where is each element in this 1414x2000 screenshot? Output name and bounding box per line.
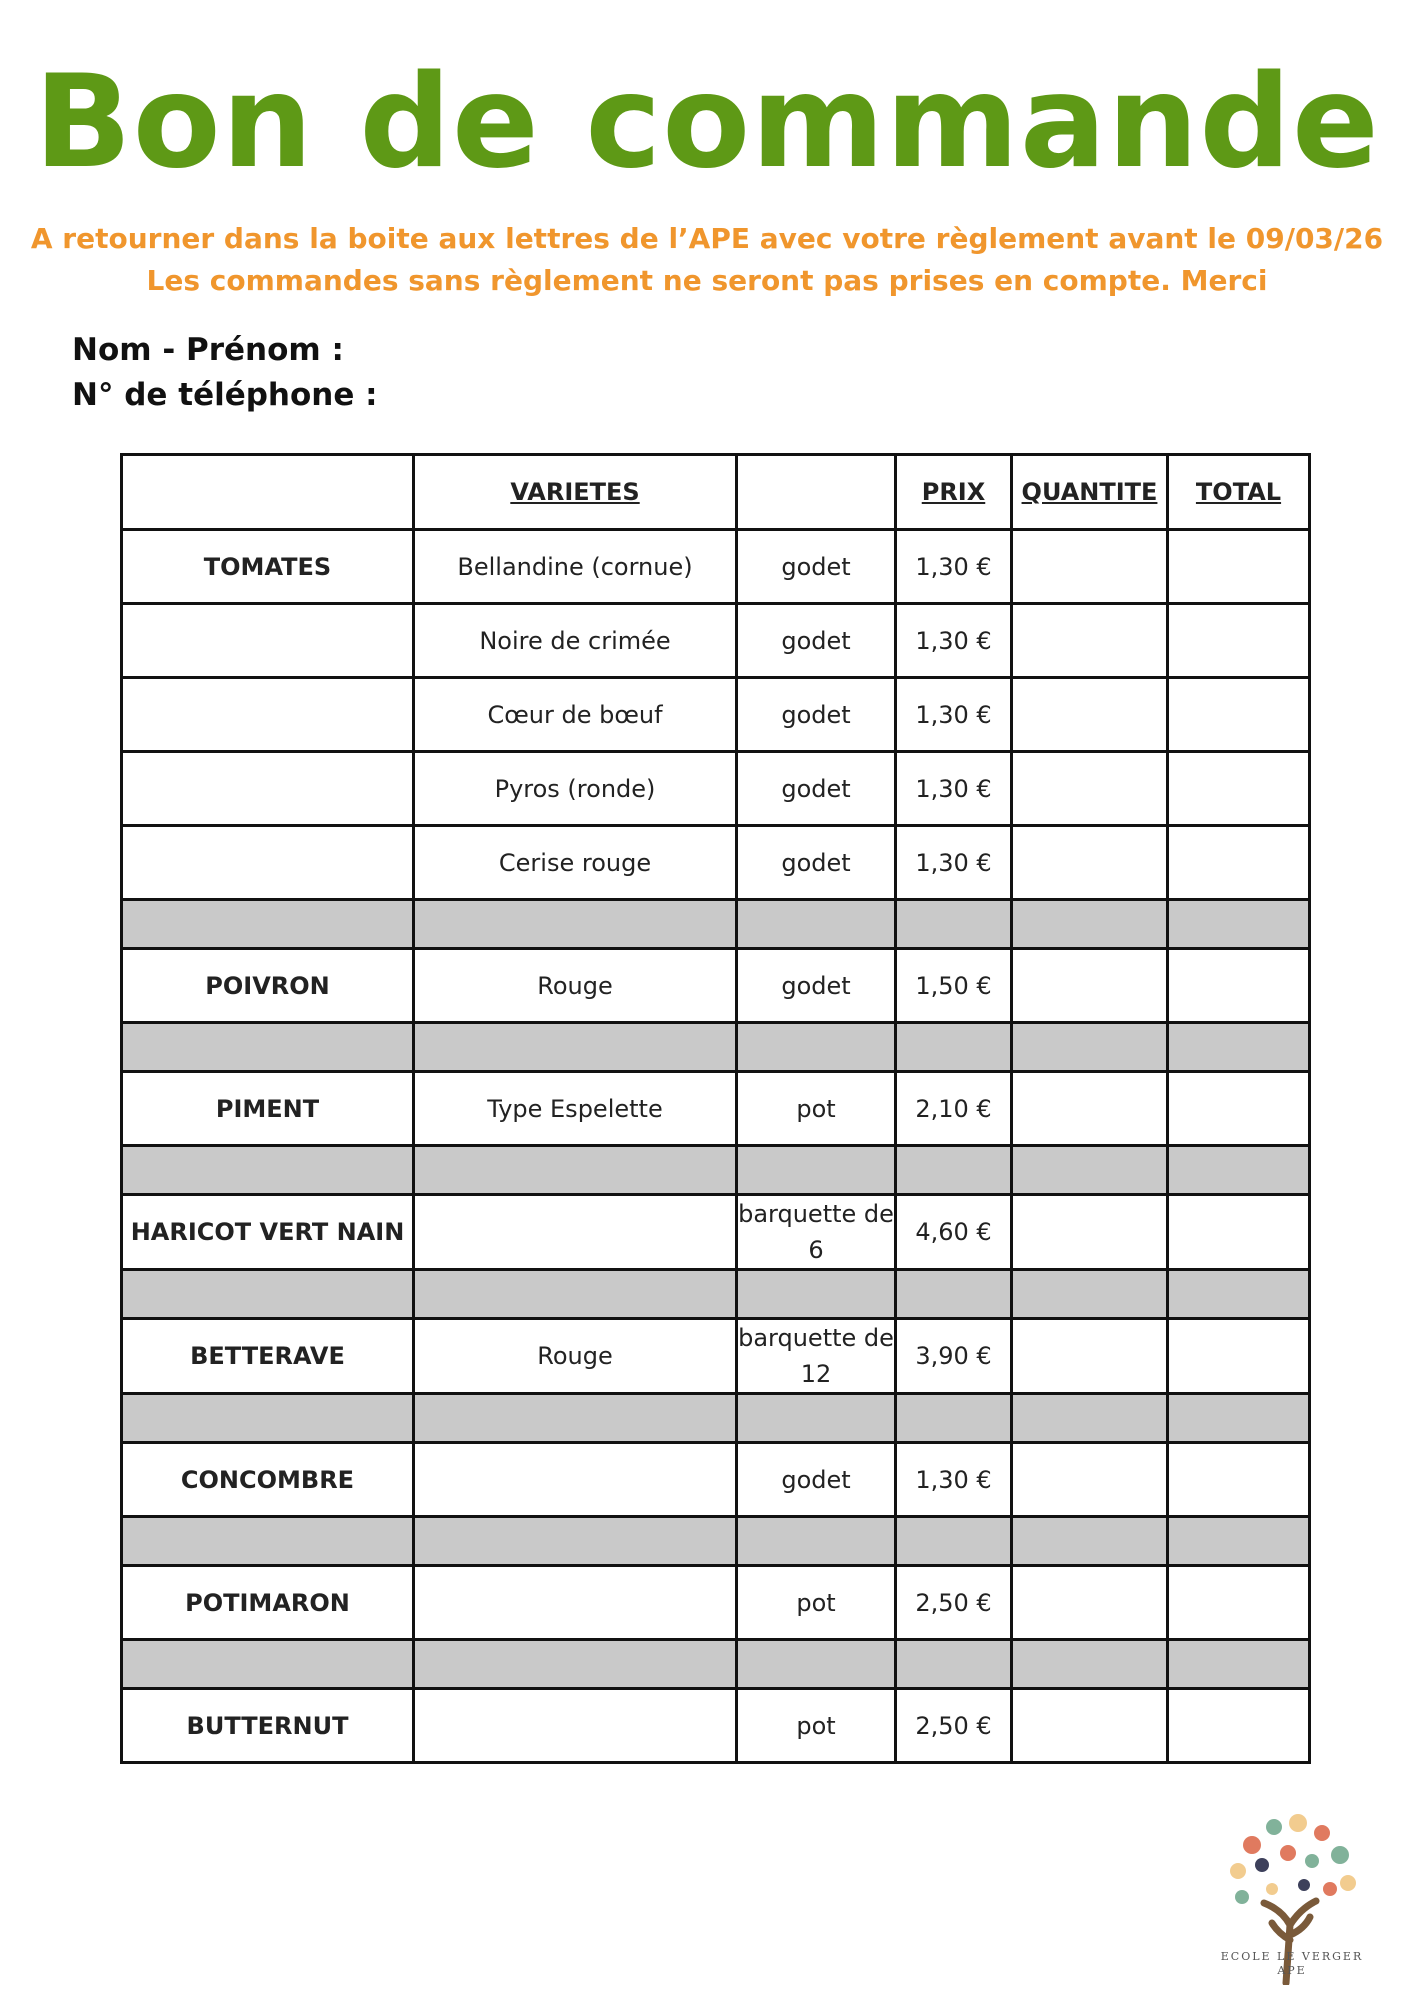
separator-cell: [122, 1023, 414, 1072]
product-cell: [122, 826, 414, 900]
total-cell[interactable]: [1168, 752, 1310, 826]
separator-cell: [1168, 1023, 1310, 1072]
separator-cell: [122, 1517, 414, 1566]
price-cell: 2,50 €: [896, 1689, 1012, 1763]
price-cell: 1,30 €: [896, 530, 1012, 604]
table-header-row: [122, 455, 1310, 530]
product-cell: HARICOT VERT NAIN: [122, 1195, 414, 1270]
separator-cell: [1012, 1517, 1168, 1566]
header-total: TOTAL: [1168, 455, 1310, 530]
separator-cell: [896, 1394, 1012, 1443]
packaging-cell: godet: [737, 678, 896, 752]
product-cell: BUTTERNUT: [122, 1689, 414, 1763]
table-row: [122, 1195, 1310, 1270]
table-row: [122, 1072, 1310, 1146]
table-row: [122, 678, 1310, 752]
separator-cell: [414, 1394, 737, 1443]
variety-cell: Rouge: [414, 949, 737, 1023]
variety-cell: Cœur de bœuf: [414, 678, 737, 752]
variety-cell: [414, 1689, 737, 1763]
separator-row: [122, 1394, 1310, 1443]
separator-cell: [737, 1394, 896, 1443]
total-cell[interactable]: [1168, 530, 1310, 604]
separator-cell: [122, 1394, 414, 1443]
price-cell: 1,30 €: [896, 752, 1012, 826]
product-cell: PIMENT: [122, 1072, 414, 1146]
price-cell: 2,10 €: [896, 1072, 1012, 1146]
separator-cell: [122, 1270, 414, 1319]
separator-cell: [896, 1270, 1012, 1319]
quantity-cell[interactable]: [1012, 826, 1168, 900]
table-row: [122, 949, 1310, 1023]
separator-cell: [414, 1023, 737, 1072]
quantity-cell[interactable]: [1012, 1072, 1168, 1146]
separator-cell: [1012, 1394, 1168, 1443]
packaging-cell: pot: [737, 1566, 896, 1640]
product-cell: [122, 752, 414, 826]
price-cell: 4,60 €: [896, 1195, 1012, 1270]
separator-row: [122, 1640, 1310, 1689]
logo-school-name: ECOLE LE VERGER: [1220, 1950, 1364, 1963]
separator-cell: [737, 900, 896, 949]
quantity-cell[interactable]: [1012, 1319, 1168, 1394]
page-title: Bon de commande: [34, 48, 1380, 197]
separator-cell: [896, 1517, 1012, 1566]
order-table: [120, 453, 1311, 1764]
packaging-cell: pot: [737, 1072, 896, 1146]
separator-cell: [1168, 1640, 1310, 1689]
price-cell: 1,30 €: [896, 678, 1012, 752]
logo-caption: [1200, 1950, 1384, 1978]
return-notice: A retourner dans la boite aux lettres de l’APE avec votre règlement avant le 09/03/26: [30, 222, 1384, 255]
total-cell[interactable]: [1168, 1195, 1310, 1270]
separator-cell: [122, 900, 414, 949]
separator-cell: [1012, 1146, 1168, 1195]
price-cell: 1,30 €: [896, 604, 1012, 678]
packaging-cell: godet: [737, 752, 896, 826]
product-cell: POIVRON: [122, 949, 414, 1023]
quantity-cell[interactable]: [1012, 1689, 1168, 1763]
separator-cell: [896, 1146, 1012, 1195]
table-row: [122, 1566, 1310, 1640]
separator-cell: [1012, 1270, 1168, 1319]
quantity-cell[interactable]: [1012, 678, 1168, 752]
separator-cell: [1168, 1270, 1310, 1319]
separator-cell: [414, 1270, 737, 1319]
header-variety: VARIETES: [414, 455, 737, 530]
product-cell: [122, 604, 414, 678]
separator-row: [122, 1023, 1310, 1072]
total-cell[interactable]: [1168, 604, 1310, 678]
header-packaging: [737, 455, 896, 530]
phone-field-label: N° de téléphone :: [72, 377, 378, 413]
variety-cell: [414, 1566, 737, 1640]
total-cell[interactable]: [1168, 1319, 1310, 1394]
variety-cell: Pyros (ronde): [414, 752, 737, 826]
header-quantity: QUANTITE: [1012, 455, 1168, 530]
separator-cell: [414, 1640, 737, 1689]
separator-cell: [896, 1640, 1012, 1689]
total-cell[interactable]: [1168, 1689, 1310, 1763]
separator-cell: [122, 1640, 414, 1689]
variety-cell: Cerise rouge: [414, 826, 737, 900]
price-cell: 3,90 €: [896, 1319, 1012, 1394]
quantity-cell[interactable]: [1012, 1566, 1168, 1640]
separator-cell: [1012, 900, 1168, 949]
packaging-cell: godet: [737, 949, 896, 1023]
separator-cell: [1168, 900, 1310, 949]
separator-row: [122, 900, 1310, 949]
variety-cell: Noire de crimée: [414, 604, 737, 678]
separator-cell: [1168, 1517, 1310, 1566]
table-row: [122, 530, 1310, 604]
variety-cell: [414, 1195, 737, 1270]
quantity-cell[interactable]: [1012, 752, 1168, 826]
variety-cell: Bellandine (cornue): [414, 530, 737, 604]
quantity-cell[interactable]: [1012, 949, 1168, 1023]
product-cell: TOMATES: [122, 530, 414, 604]
table-row: [122, 752, 1310, 826]
packaging-cell: godet: [737, 604, 896, 678]
price-cell: 1,30 €: [896, 826, 1012, 900]
separator-cell: [737, 1640, 896, 1689]
separator-cell: [414, 1146, 737, 1195]
separator-cell: [1168, 1394, 1310, 1443]
header-product: [122, 455, 414, 530]
price-cell: 1,50 €: [896, 949, 1012, 1023]
packaging-cell: pot: [737, 1689, 896, 1763]
price-cell: 1,30 €: [896, 1443, 1012, 1517]
separator-cell: [737, 1517, 896, 1566]
separator-cell: [414, 1517, 737, 1566]
total-cell[interactable]: [1168, 678, 1310, 752]
separator-cell: [122, 1146, 414, 1195]
separator-row: [122, 1146, 1310, 1195]
table-row: [122, 604, 1310, 678]
price-cell: 2,50 €: [896, 1566, 1012, 1640]
total-cell[interactable]: [1168, 826, 1310, 900]
total-cell[interactable]: [1168, 1443, 1310, 1517]
variety-cell: [414, 1443, 737, 1517]
product-cell: POTIMARON: [122, 1566, 414, 1640]
separator-cell: [1012, 1023, 1168, 1072]
name-field-label: Nom - Prénom :: [72, 332, 344, 368]
table-row: [122, 1689, 1310, 1763]
separator-cell: [1168, 1146, 1310, 1195]
separator-cell: [737, 1023, 896, 1072]
separator-cell: [737, 1146, 896, 1195]
variety-cell: Rouge: [414, 1319, 737, 1394]
quantity-cell[interactable]: [1012, 1443, 1168, 1517]
payment-notice: Les commandes sans règlement ne seront pas prises en compte. Merci: [146, 264, 1268, 297]
quantity-cell[interactable]: [1012, 1195, 1168, 1270]
packaging-cell: godet: [737, 1443, 896, 1517]
quantity-cell[interactable]: [1012, 604, 1168, 678]
separator-cell: [414, 900, 737, 949]
total-cell[interactable]: [1168, 1566, 1310, 1640]
header-price: PRIX: [896, 455, 1012, 530]
packaging-cell: barquette de 12: [737, 1319, 896, 1394]
table-row: [122, 1443, 1310, 1517]
quantity-cell[interactable]: [1012, 530, 1168, 604]
total-cell[interactable]: [1168, 949, 1310, 1023]
separator-cell: [737, 1270, 896, 1319]
packaging-cell: barquette de 6: [737, 1195, 896, 1270]
separator-row: [122, 1517, 1310, 1566]
order-table-body: [122, 530, 1310, 1763]
packaging-cell: godet: [737, 826, 896, 900]
product-cell: CONCOMBRE: [122, 1443, 414, 1517]
variety-cell: Type Espelette: [414, 1072, 737, 1146]
separator-row: [122, 1270, 1310, 1319]
packaging-cell: godet: [737, 530, 896, 604]
separator-cell: [1012, 1640, 1168, 1689]
separator-cell: [896, 900, 1012, 949]
product-cell: BETTERAVE: [122, 1319, 414, 1394]
logo-org-name: APE: [1277, 1964, 1307, 1977]
table-row: [122, 826, 1310, 900]
separator-cell: [896, 1023, 1012, 1072]
product-cell: [122, 678, 414, 752]
table-row: [122, 1319, 1310, 1394]
total-cell[interactable]: [1168, 1072, 1310, 1146]
